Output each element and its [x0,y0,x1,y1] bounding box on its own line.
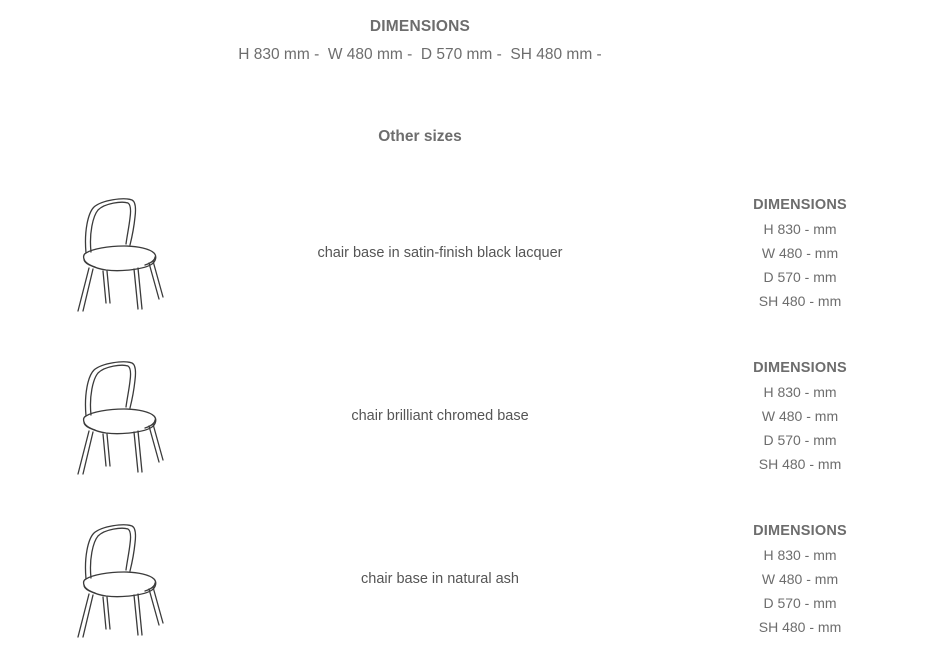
dimensions-title: DIMENSIONS [753,197,847,213]
header-dimensions [0,46,840,64]
header-block [0,18,840,64]
variant-dimensions [690,193,910,313]
variant-label: chair brilliant chromed base [351,408,529,424]
dimension-height: H 830 - mm [763,221,837,237]
dimension-width: W 480 - mm [761,408,839,424]
dimension-depth: D 570 - mm [763,269,837,285]
dimension-height: H 830 - mm [763,547,837,563]
dimension-depth: D 570 - mm [763,595,837,611]
dimension-height: H 830 - mm [763,384,837,400]
dimension-seat-height: SH 480 - mm [758,619,842,635]
dimension-seat-height: SH 480 - mm [758,293,842,309]
chair-line-drawing-icon [62,517,172,642]
chair-line-drawing-icon [62,191,172,316]
variant-dimensions [690,356,910,476]
variant-list [0,183,937,672]
dimensions-title: DIMENSIONS [753,360,847,376]
variant-label: chair base in satin-finish black lacquer [317,245,563,261]
list-item [0,346,937,509]
header-dimensions-text: H 830 mm - W 480 mm - D 570 mm - SH 480 mm - [238,46,602,63]
variant-dimensions [690,519,910,639]
dimension-depth: D 570 - mm [763,432,837,448]
chair-line-drawing-icon [62,354,172,479]
list-item [0,183,937,346]
other-sizes-heading: Other sizes [378,128,462,145]
page-title: DIMENSIONS [369,18,471,35]
list-item [0,509,937,672]
dimension-seat-height: SH 480 - mm [758,456,842,472]
dimensions-title: DIMENSIONS [753,523,847,539]
dimension-width: W 480 - mm [761,571,839,587]
dimension-width: W 480 - mm [761,245,839,261]
variant-label: chair base in natural ash [361,571,519,587]
